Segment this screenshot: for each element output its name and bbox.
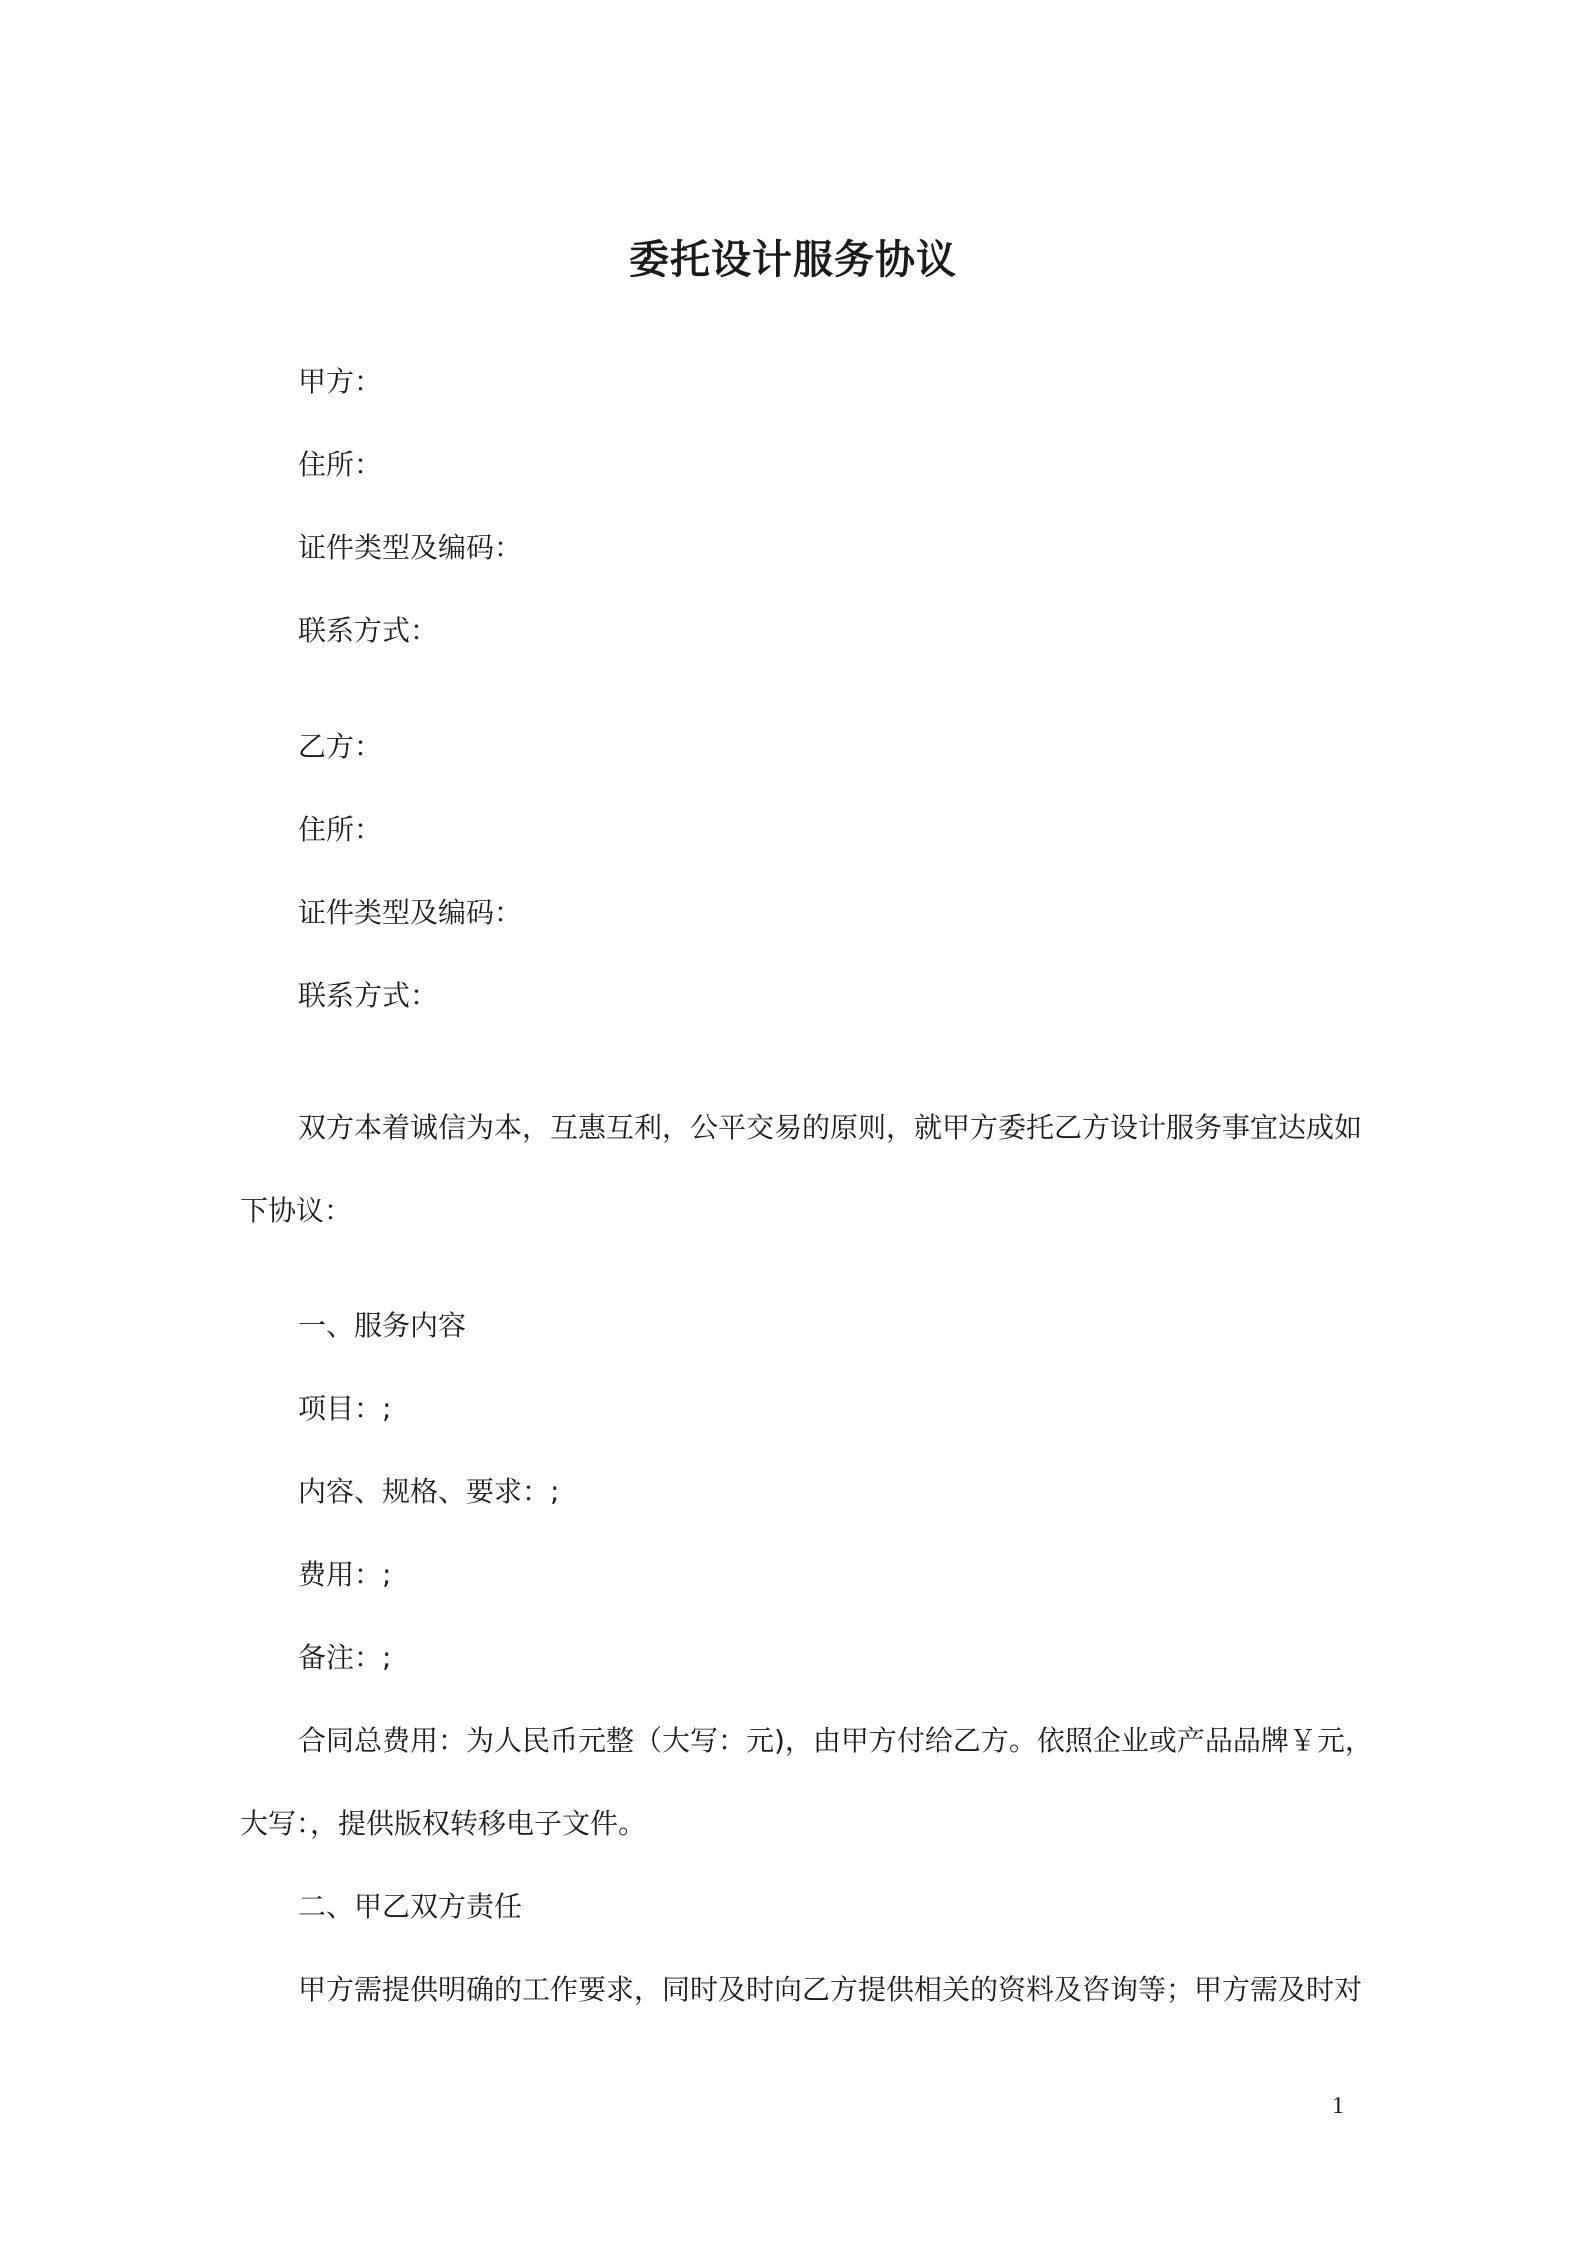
party-a-contact-label: 联系方式： (298, 614, 439, 647)
party-b-id-label: 证件类型及编码： (298, 896, 523, 929)
section-1-heading: 一、服务内容 (298, 1309, 467, 1342)
page-number: 1 (1332, 2093, 1344, 2119)
section-1-note: 备注：; (298, 1641, 392, 1674)
preamble-line-2: 下协议： (240, 1194, 353, 1227)
section-1-total-line-1: 合同总费用：为人民币元整（大写：元)，由甲方付给乙方。依照企业或产品品牌￥元， (298, 1724, 1373, 1757)
party-b-address-label: 住所： (298, 813, 383, 846)
section-2-heading: 二、甲乙双方责任 (298, 1890, 523, 1923)
section-1-fee: 费用：; (298, 1558, 392, 1591)
document-title: 委托设计服务协议 (629, 237, 957, 283)
party-b-contact-label: 联系方式： (298, 979, 439, 1012)
party-b-name-label: 乙方： (298, 730, 383, 763)
party-a-name-label: 甲方： (298, 365, 383, 398)
section-1-total-line-2: 大写：，提供版权转移电子文件。 (240, 1807, 647, 1840)
section-1-project: 项目：; (298, 1392, 392, 1425)
section-2-line-1: 甲方需提供明确的工作要求，同时及时向乙方提供相关的资料及咨询等；甲方需及时对 (298, 1973, 1363, 2006)
preamble-line-1: 双方本着诚信为本，互惠互利，公平交易的原则，就甲方委托乙方设计服务事宜达成如 (298, 1111, 1363, 1144)
section-1-spec: 内容、规格、要求：; (298, 1475, 560, 1508)
party-a-address-label: 住所： (298, 448, 383, 481)
party-a-id-label: 证件类型及编码： (298, 531, 523, 564)
